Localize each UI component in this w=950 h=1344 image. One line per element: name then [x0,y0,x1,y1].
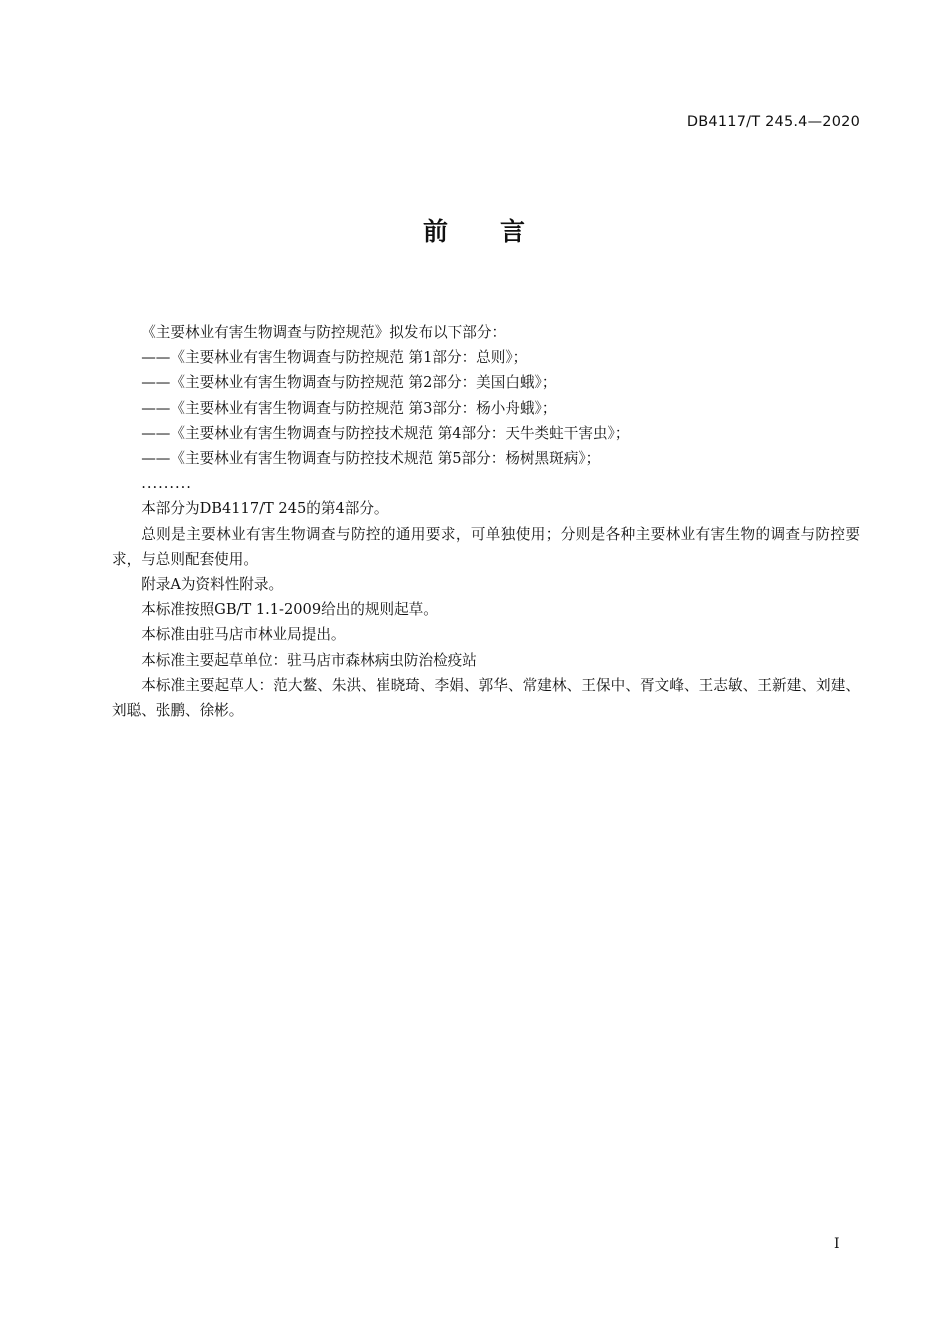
proposer-paragraph: 本标准由驻马店市林业局提出。 [141,626,346,644]
part-list-item-3: ——《主要林业有害生物调查与防控规范 第3部分：杨小舟蛾》； [141,399,557,417]
drafting-rule-paragraph: 本标准按照GB/T 1.1-2009给出的规则起草。 [141,601,438,619]
drafters-paragraph: 本标准主要起草人：范大鳌、朱洪、崔晓琦、李娟、郭华、常建林、王保中、胥文峰、王志敏、王新建、刘建、刘聪、张鹏、徐彬。 [112,676,860,720]
page-title [0,212,950,248]
page-number: I [834,1236,840,1252]
title-char-2: 言 [500,217,528,246]
part-list-item-1: ——《主要林业有害生物调查与防控规范 第1部分：总则》； [141,349,528,367]
list-ellipsis: ......... [141,475,192,493]
drafting-unit-paragraph: 本标准主要起草单位：驻马店市森林病虫防治检疫站 [141,651,477,669]
part-list-item-4: ——《主要林业有害生物调查与防控技术规范 第4部分：天牛类蛀干害虫》； [141,424,630,442]
this-part-paragraph: 本部分为DB4117/T 245的第4部分。 [141,500,389,518]
part-list-item-5: ——《主要林业有害生物调查与防控技术规范 第5部分：杨树黑斑病》； [141,450,601,468]
part-list-item-2: ——《主要林业有害生物调查与防控规范 第2部分：美国白蛾》； [141,374,557,392]
general-rules-paragraph: 总则是主要林业有害生物调查与防控的通用要求，可单独使用；分则是各种主要林业有害生物的调查与防控要求，与总则配套使用。 [112,525,860,568]
intro-paragraph: 《主要林业有害生物调查与防控规范》拟发布以下部分： [141,324,507,341]
document-code: DB4117/T 245.4—2020 [686,114,860,130]
foreword-body [112,320,860,723]
title-char-1: 前 [422,217,450,246]
appendix-paragraph: 附录A为资料性附录。 [141,576,284,594]
